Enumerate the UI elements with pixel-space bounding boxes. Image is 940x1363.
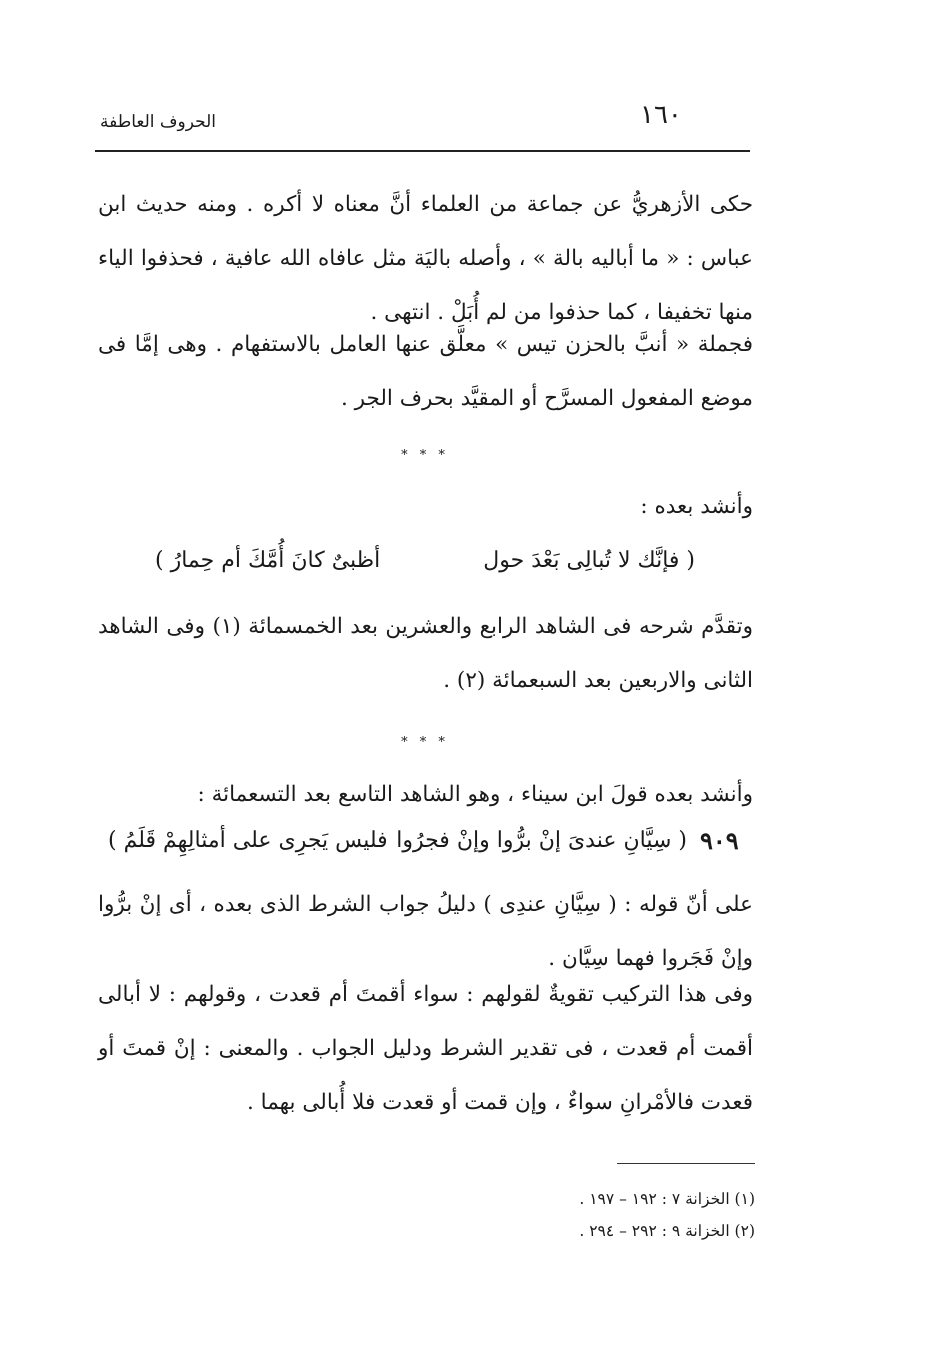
paragraph-1: حكى الأزهريُّ عن جماعة من العلماء أنَّ معناه لا أكره . ومنه حديث ابن عباس : « ما أباليه بالة » ، وأصله باليَة مثل عافاه الله عافية ، فحذفوا الياء منها تخفيفا ، كما حذفوا من لم أُبَلْ . انتهى . — [98, 192, 753, 325]
paragraph-3: وأنشد بعده : — [640, 494, 753, 519]
footnote-1: (١) الخزانة ٧ : ١٩٢ – ١٩٧ . — [579, 1190, 755, 1208]
verse-2-hemistich-2: فليس يَجرِى على أمثالِهِمْ قَلَمُ ) — [108, 828, 388, 853]
footnote-2: (٢) الخزانة ٩ : ٢٩٢ – ٢٩٤ . — [579, 1222, 755, 1240]
verse-2-hemistich-1: ( سِيَّانِ عندىَ إنْ برُّوا وإنْ فجرُوا — [396, 828, 687, 853]
page-number: ١٦٠ — [640, 100, 682, 130]
paragraph-4: وتقدَّم شرحه فى الشاهد الرابع والعشرين بعد الخمسمائة (١) وفى الشاهد الثانى والاربعين بعد السبعمائة (٢) . — [98, 614, 753, 693]
paragraph-6: على أنّ قوله : ( سِيَّانِ عندِى ) دليلُ جواب الشرط الذى بعده ، أى إنْ برُّوا وإنْ فَجَروا فهما سِيَّان . — [98, 892, 753, 971]
verse-1-hemistich-2: أظبىٌ كانَ أُمَّكَ أم حِمارُ ) — [155, 548, 381, 573]
header-rule — [95, 150, 750, 152]
verse-number: ٩٠٩ — [700, 826, 739, 855]
paragraph-5: وأنشد بعده قولَ ابن سيناء ، وهو الشاهد التاسع بعد التسعمائة : — [197, 782, 753, 807]
section-separator-2: * * * — [401, 735, 449, 750]
running-title: الحروف العاطفة — [100, 112, 217, 132]
verse-1-hemistich-1: ( فإنَّك لا تُبالِى بَعْدَ حول — [483, 548, 695, 573]
paragraph-2: فجملة « أنبَّ بالحزن تيس » معلَّق عنها العامل بالاستفهام . وهى إمَّا فى موضع المفعول المسرَّح أو المقيَّد بحرف الجر . — [98, 332, 753, 411]
paragraph-7: وفى هذا التركيب تقويةٌ لقولهم : سواء أقمتَ أم قعدت ، وقولهم : لا أبالى أقمت أم قعدت ، فى تقدير الشرط ودليل الجواب . والمعنى : إنْ قمتَ أو قعدت فالأمْرانِ سواءٌ ، وإن قمت أو قعدت فلا أُبالى بهما . — [98, 982, 753, 1115]
section-separator-1: * * * — [401, 448, 449, 463]
footnote-rule — [617, 1163, 755, 1164]
